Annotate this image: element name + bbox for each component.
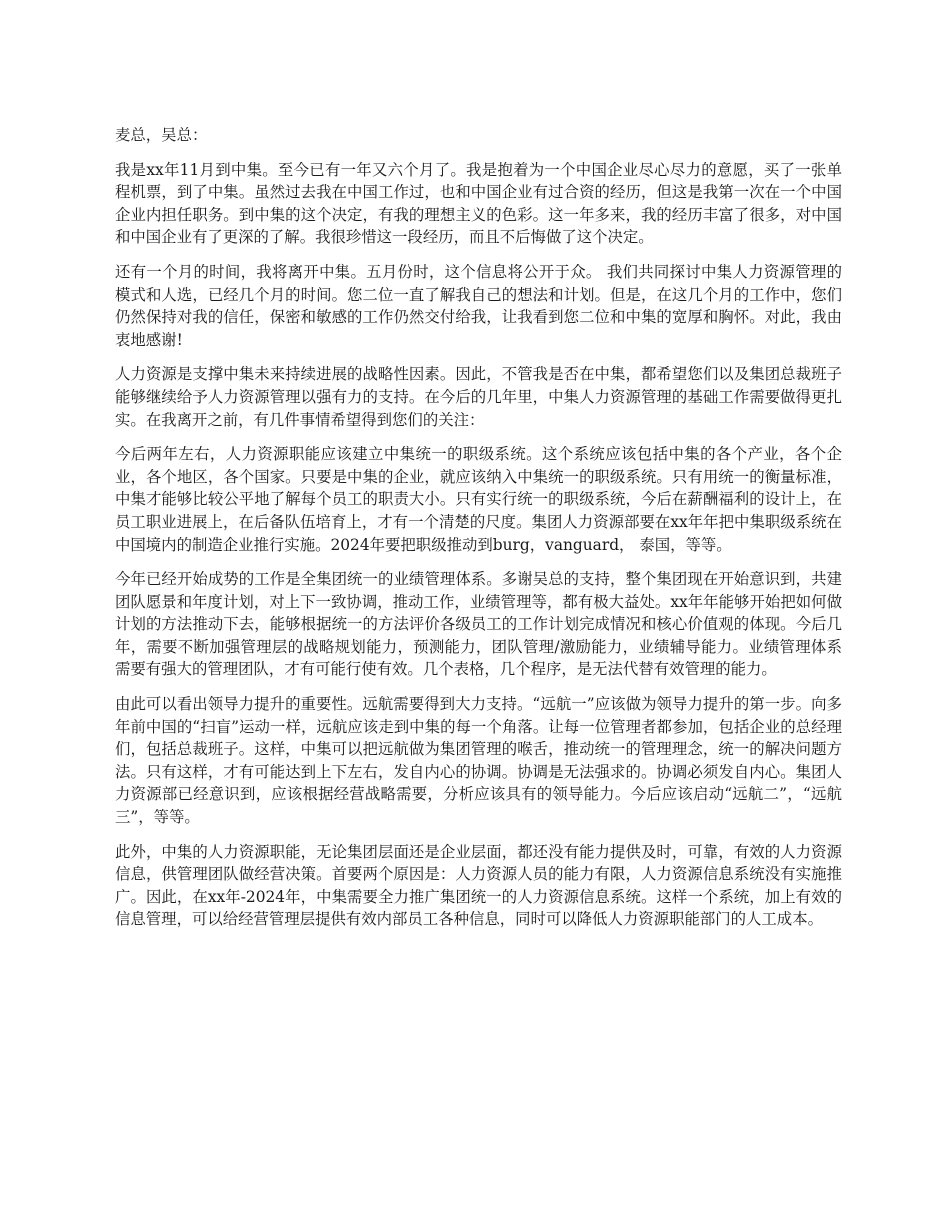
paragraph-performance-management: 今年已经开始成势的工作是全集团统一的业绩管理体系。多谢吴总的支持，整个集团现在开始意识到，共建团队愿景和年度计划，对上下一致协调，推动工作，业绩管理等，都有极大益处。xx年年能够开始把如何做计划的方法推动下去，能够根据统一的方法评价各级员工的工作计划完成情况和核心价值观的体现。今后几年，需要不断加强管理层的战略规划能力，预测能力，团队管理/激励能力，业绩辅导能力。业绩管理体系需要有强大的管理团队，才有可能行使有效。几个表格，几个程序，是无法代替有效管理的能力。 (115, 570, 842, 679)
paragraph-hr-information-system: 此外，中集的人力资源职能，无论集团层面还是企业层面，都还没有能力提供及时，可靠，有效的人力资源信息，供管理团队做经营决策。首要两个原因是：人力资源人员的能力有限，人力资源信息系统没有实施推广。因此，在xx年-2024年，中集需要全力推广集团统一的人力资源信息系统。这样一个系统，加上有效的信息管理，可以给经营管理层提供有效内部员工各种信息，同时可以降低人力资源职能部门的人工成本。 (115, 842, 842, 929)
paragraph-leadership: 由此可以看出领导力提升的重要性。远航需要得到大力支持。“远航一”应该做为领导力提升的第一步。向多年前中国的“扫盲”运动一样，远航应该走到中集的每一个角落。让每一位管理者都参加，包括企业的总经理们，包括总裁班子。这样，中集可以把远航做为集团管理的喉舌，推动统一的管理理念，统一的解决问题方法。只有这样，才有可能达到上下左右，发自内心的协调。协调是无法强求的。协调必须发自内心。集团人力资源部已经意识到，应该根据经营战略需要，分析应该具有的领导能力。今后应该启动“远航二”，“远航三”，等等。 (115, 695, 842, 827)
paragraph-departure: 还有一个月的时间，我将离开中集。五月份时，这个信息将公开于众。 我们共同探讨中集人力资源管理的模式和人选，已经几个月的时间。您二位一直了解我自己的想法和计划。但是，在这几个月的工作中，您们仍然保持对我的信任，保密和敏感的工作仍然交付给我，让我看到您二位和中集的宽厚和胸怀。对此，我由衷地感谢! (115, 262, 842, 349)
letter-body (115, 124, 842, 943)
salutation: 麦总，吴总： (115, 126, 208, 144)
paragraph-hr-strategy: 人力资源是支撑中集未来持续进展的战略性因素。因此，不管我是否在中集，都希望您们以及集团总裁班子能够继续给予人力资源管理以强有力的支持。在今后的几年里，中集人力资源管理的基础工作需要做得更扎实。在我离开之前，有几件事情希望得到您们的关注： (115, 365, 842, 429)
paragraph-grading-system: 今后两年左右，人力资源职能应该建立中集统一的职级系统。这个系统应该包括中集的各个产业，各个企业，各个地区，各个国家。只要是中集的企业，就应该纳入中集统一的职级系统。只有用统一的衡量标准，中集才能够比较公平地了解每个员工的职责大小。只有实行统一的职级系统，今后在薪酬福利的设计上，在员工职业进展上，在后备队伍培育上，才有一个清楚的尺度。集团人力资源部要在xx年年把中集职级系统在中国境内的制造企业推行实施。2024年要把职级推动到burg，vanguard， 泰国，等等。 (115, 445, 842, 554)
paragraph-arrival: 我是xx年11月到中集。至今已有一年又六个月了。我是抱着为一个中国企业尽心尽力的意愿，买了一张单程机票，到了中集。虽然过去我在中国工作过，也和中国企业有过合资的经历，但这是我第一次在一个中国企业内担任职务。到中集的这个决定，有我的理想主义的色彩。这一年多来，我的经历丰富了很多，对中国和中国企业有了更深的了解。我很珍惜这一段经历，而且不后悔做了这个决定。 (115, 160, 842, 247)
